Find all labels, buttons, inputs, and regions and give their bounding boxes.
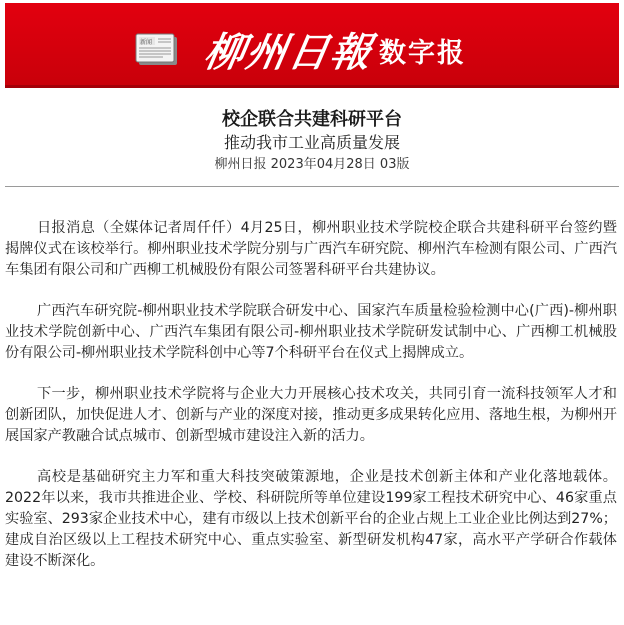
article-body [5, 218, 617, 592]
paragraph: 广西汽车研究院-柳州职业技术学院联合研发中心、国家汽车质量检验检测中心(广西)-柳州职业技术学院创新中心、广西汽车集团有限公司-柳州职业技术学院研发试制中心、广西柳工机械股份有限公司-柳州职业技术学院科创中心等7个科研平台在仪式上揭牌成立。 [5, 303, 617, 361]
paragraph: 下一步，柳州职业技术学院将与企业大力开展核心技术攻关，共同引育一流科技领军人才和创新团队，加快促进人才、创新与产业的深度对接，推动更多成果转化应用、落地生根，为柳州开展国家产教融合试点城市、创新型城市建设注入新的活力。 [5, 386, 617, 444]
article-title: 校企联合共建科研平台 [222, 109, 402, 130]
banner-bottom-stripe [5, 85, 619, 88]
brand-name: 柳州日報 [200, 29, 377, 76]
digital-edition-label: 数字报 [379, 38, 466, 69]
newspaper-icon [135, 33, 181, 67]
article-subtitle: 推动我市工业高质量发展 [223, 133, 400, 152]
divider [5, 186, 619, 187]
header-banner [5, 3, 619, 88]
newspaper-icon-label: 新闻 [140, 39, 153, 46]
paragraph: 高校是基础研究主力军和重大科技突破策源地，企业是技术创新主体和产业化落地载体。2022年以来，我市共推进企业、学校、科研院所等单位建设199家工程技术研究中心、46家重点实验室、293家企业技术中心，建有市级以上技术创新平台的企业占规上工业企业比例达到27%；建成自治区级以上工程技术研究中心、重点实验室、新型研发机构47家，高水平产学研合作载体建设不断深化。 [5, 469, 617, 569]
article-meta: 柳州日报 2023年04月28日 03版 [214, 157, 410, 172]
paragraph: 日报消息（全媒体记者周仟仟）4月25日，柳州职业技术学院校企联合共建科研平台签约暨揭牌仪式在该校举行。柳州职业技术学院分别与广西汽车研究院、柳州汽车检测有限公司、广西汽车集团有限公司和广西柳工机械股份有限公司签署科研平台共建协议。 [5, 220, 617, 278]
